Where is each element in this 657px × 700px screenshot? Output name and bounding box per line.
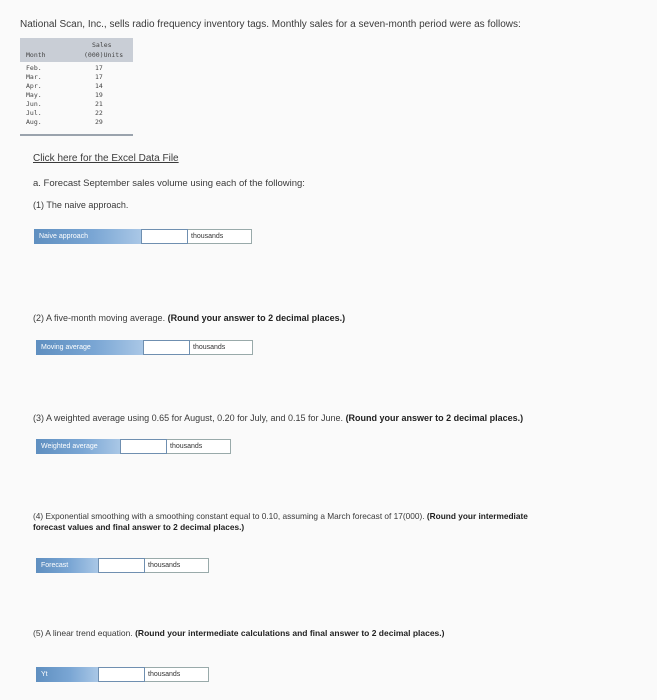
table-bottom-rule xyxy=(20,134,133,136)
table-row xyxy=(20,100,133,109)
weighted-average-label: Weighted average xyxy=(36,439,120,454)
problem-intro: National Scan, Inc., sells radio frequency inventory tags. Monthly sales for a seven-month period were as follows: xyxy=(20,19,521,30)
row-month: May. xyxy=(26,91,42,99)
naive-approach-input[interactable] xyxy=(141,229,188,244)
excel-data-link[interactable]: Click here for the Excel Data File xyxy=(33,153,179,164)
q4-question: (4) Exponential smoothing with a smoothing constant equal to 0.10, assuming a March forecast of 17(000). xyxy=(33,511,425,521)
table-header xyxy=(20,38,133,62)
q5-instruction: (Round your intermediate calculations and final answer to 2 decimal places.) xyxy=(135,628,445,638)
weighted-average-input[interactable] xyxy=(120,439,167,454)
table-row xyxy=(20,118,133,127)
q4-instruction-2: forecast values and final answer to 2 decimal places.) xyxy=(33,522,245,532)
forecast-input[interactable] xyxy=(98,558,145,573)
row-month: Mar. xyxy=(26,73,42,81)
linear-trend-input[interactable] xyxy=(98,667,145,682)
q3-question: (3) A weighted average using 0.65 for August, 0.20 for July, and 0.15 for June. xyxy=(33,413,344,423)
q5-question: (5) A linear trend equation. xyxy=(33,628,133,638)
row-value: 14 xyxy=(95,82,103,90)
moving-average-label: Moving average xyxy=(36,340,143,355)
row-value: 17 xyxy=(95,73,103,81)
row-value: 17 xyxy=(95,64,103,72)
table-row xyxy=(20,73,133,82)
sales-table xyxy=(20,38,133,136)
naive-approach-unit: thousands xyxy=(188,229,252,244)
row-value: 22 xyxy=(95,109,103,117)
q3-text xyxy=(33,413,523,423)
row-month: Jul. xyxy=(26,109,42,117)
header-month: Month xyxy=(26,51,46,59)
part-a-heading: a. Forecast September sales volume using each of the following: xyxy=(33,178,305,189)
q4-text xyxy=(33,511,528,521)
q5-text xyxy=(33,628,444,638)
row-value: 29 xyxy=(95,118,103,126)
q4-instruction-1: (Round your intermediate xyxy=(426,511,528,521)
weighted-average-unit: thousands xyxy=(167,439,231,454)
header-sales: Sales xyxy=(92,41,112,49)
forecast-label: Forecast xyxy=(36,558,98,573)
row-month: Feb. xyxy=(26,64,42,72)
q3-instruction: (Round your answer to 2 decimal places.) xyxy=(345,413,524,423)
row-value: 21 xyxy=(95,100,103,108)
forecast-unit: thousands xyxy=(145,558,209,573)
row-month: Jun. xyxy=(26,100,42,108)
linear-trend-unit: thousands xyxy=(145,667,209,682)
naive-approach-label: Naive approach xyxy=(34,229,141,244)
table-row xyxy=(20,64,133,73)
q1-text: (1) The naive approach. xyxy=(33,200,129,210)
table-row xyxy=(20,109,133,118)
moving-average-input[interactable] xyxy=(143,340,190,355)
linear-trend-label: Yt xyxy=(36,667,98,682)
q2-text xyxy=(33,313,345,323)
row-month: Aug. xyxy=(26,118,42,126)
table-row xyxy=(20,82,133,91)
q2-question: (2) A five-month moving average. xyxy=(33,313,166,323)
q4-text-line2 xyxy=(33,522,244,532)
moving-average-unit: thousands xyxy=(190,340,253,355)
row-value: 19 xyxy=(95,91,103,99)
row-month: Apr. xyxy=(26,82,42,90)
q2-instruction: (Round your answer to 2 decimal places.) xyxy=(167,313,346,323)
header-units: (000)Units xyxy=(84,51,124,59)
table-row xyxy=(20,91,133,100)
